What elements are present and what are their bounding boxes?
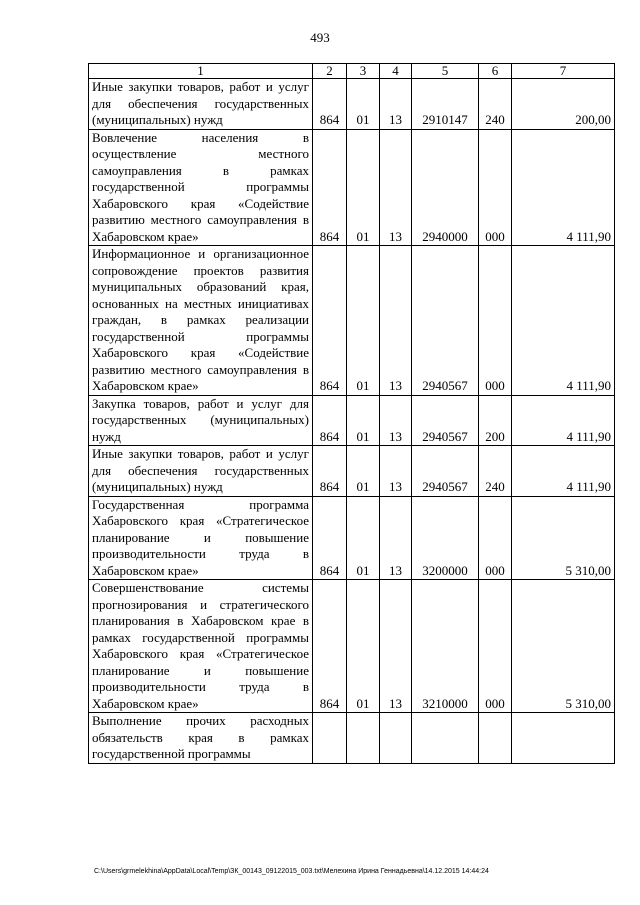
- cell-target-article: 3200000: [412, 496, 479, 580]
- cell-amount: 4 111,90: [512, 395, 615, 446]
- table-row: [89, 246, 615, 396]
- cell-section: 01: [347, 446, 380, 497]
- cell-subsection: 13: [380, 79, 412, 130]
- cell-ministry: 864: [313, 446, 347, 497]
- row-name: Совершенствование системы прогнозирования и стратегического планирования в Хабаровском крае в рамках государственной программы Хабаровского края «Стратегическое планирование и повышение производительности труда в Хабаровском крае»: [89, 580, 313, 713]
- cell-ministry: [313, 713, 347, 764]
- cell-section: 01: [347, 395, 380, 446]
- table-row: [89, 580, 615, 713]
- cell-amount: 4 111,90: [512, 129, 615, 246]
- cell-target-article: 3210000: [412, 580, 479, 713]
- cell-section: 01: [347, 580, 380, 713]
- table-row: [89, 496, 615, 580]
- cell-section: [347, 713, 380, 764]
- cell-amount: 5 310,00: [512, 496, 615, 580]
- cell-target-article: 2940567: [412, 246, 479, 396]
- cell-section: 01: [347, 246, 380, 396]
- cell-expense-type: 000: [479, 246, 512, 396]
- row-name: Иные закупки товаров, работ и услуг для обеспечения государственных (муниципальных) нужд: [89, 79, 313, 130]
- table-row: [89, 713, 615, 764]
- row-name: Вовлечение населения в осуществление местного самоуправления в рамках государственной программы Хабаровского края «Содействие развитию местного самоуправления в Хабаровском крае»: [89, 129, 313, 246]
- cell-ministry: 864: [313, 496, 347, 580]
- cell-section: 01: [347, 79, 380, 130]
- column-header: 2: [313, 64, 347, 79]
- table-row: [89, 129, 615, 246]
- column-header: 6: [479, 64, 512, 79]
- cell-subsection: [380, 713, 412, 764]
- cell-target-article: 2910147: [412, 79, 479, 130]
- cell-amount: 4 111,90: [512, 446, 615, 497]
- table-row: [89, 79, 615, 130]
- cell-subsection: 13: [380, 129, 412, 246]
- cell-subsection: 13: [380, 246, 412, 396]
- cell-expense-type: 000: [479, 496, 512, 580]
- cell-target-article: 2940567: [412, 446, 479, 497]
- file-path-footer: C:\Users\grmelekhina\AppData\Local\Temp\ЗК_00143_09122015_003.txt\Мелехина Ирина Геннадьевна\14.12.2015 14:44:24: [94, 868, 489, 875]
- row-name: Государственная программа Хабаровского края «Стратегическое планирование и повышение производительности труда в Хабаровском крае»: [89, 496, 313, 580]
- cell-expense-type: 200: [479, 395, 512, 446]
- page-number: 493: [310, 30, 330, 45]
- column-header: 7: [512, 64, 615, 79]
- cell-target-article: [412, 713, 479, 764]
- row-name: Информационное и организационное сопровождение проектов развития муниципальных образований края, основанных на местных инициативах граждан, в рамках реализации государственной программы Хабаровского края «Содействие развитию местного самоуправления в Хабаровском крае»: [89, 246, 313, 396]
- cell-amount: [512, 713, 615, 764]
- cell-ministry: 864: [313, 395, 347, 446]
- cell-amount: 200,00: [512, 79, 615, 130]
- row-name: Закупка товаров, работ и услуг для государственных (муниципальных) нужд: [89, 395, 313, 446]
- cell-subsection: 13: [380, 446, 412, 497]
- cell-ministry: 864: [313, 246, 347, 396]
- cell-subsection: 13: [380, 496, 412, 580]
- table-row: [89, 395, 615, 446]
- row-name: Выполнение прочих расходных обязательств края в рамках государственной программы: [89, 713, 313, 764]
- cell-target-article: 2940000: [412, 129, 479, 246]
- column-header: 1: [89, 64, 313, 79]
- cell-subsection: 13: [380, 395, 412, 446]
- cell-expense-type: 240: [479, 79, 512, 130]
- column-header: 3: [347, 64, 380, 79]
- cell-ministry: 864: [313, 129, 347, 246]
- budget-table: [88, 63, 615, 764]
- cell-expense-type: 000: [479, 580, 512, 713]
- table-row: [89, 446, 615, 497]
- row-name: Иные закупки товаров, работ и услуг для обеспечения государственных (муниципальных) нужд: [89, 446, 313, 497]
- cell-amount: 4 111,90: [512, 246, 615, 396]
- cell-amount: 5 310,00: [512, 580, 615, 713]
- cell-target-article: 2940567: [412, 395, 479, 446]
- column-header: 4: [380, 64, 412, 79]
- cell-ministry: 864: [313, 79, 347, 130]
- cell-section: 01: [347, 496, 380, 580]
- cell-expense-type: 240: [479, 446, 512, 497]
- cell-expense-type: 000: [479, 129, 512, 246]
- cell-expense-type: [479, 713, 512, 764]
- cell-section: 01: [347, 129, 380, 246]
- cell-subsection: 13: [380, 580, 412, 713]
- cell-ministry: 864: [313, 580, 347, 713]
- column-header: 5: [412, 64, 479, 79]
- table-header-row: [89, 64, 615, 79]
